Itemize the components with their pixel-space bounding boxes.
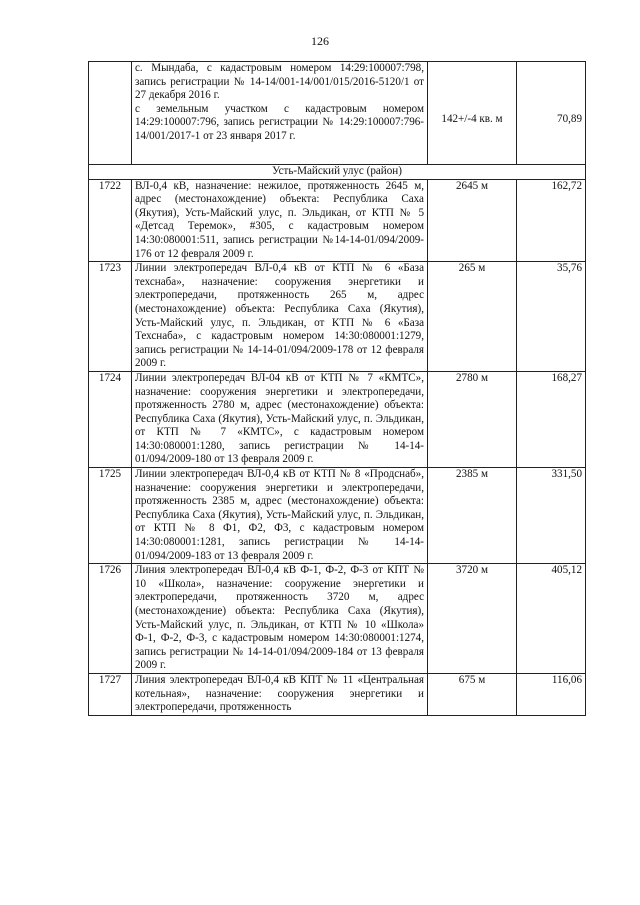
row-length-cell: 2385 м [428, 468, 517, 564]
row-value-cell: 35,76 [517, 262, 586, 372]
page-number: 126 [311, 34, 329, 48]
row-length-cell: 2645 м [428, 179, 517, 262]
row-value-cell: 162,72 [517, 179, 586, 262]
row-description-cell: Линии электропередач ВЛ-0,4 кВ от КТП № 6 «База техснаба», назначение: сооружения энергетики и электропередачи, протяженность 265 м, адрес (местонахождение) объекта: Республика Саха (Якутия), Усть-Майский улус, п. Эльдикан, от КТП № 6 «База Техснаба», с кадастровым номером 14:30:080001:1279, запись регистрации № 14-14-01/094/2009-178 от 12 февраля 2009 г. [132, 262, 428, 372]
row-number-cell: 1722 [89, 179, 132, 262]
row-value-cell: 331,50 [517, 468, 586, 564]
row-value-cell: 168,27 [517, 371, 586, 467]
row-value-cell: 116,06 [517, 673, 586, 715]
row-description-cell: Линии электропередач ВЛ-0,4 кВ от КТП № 8 «Продснаб», назначение: сооружения энергетики и электропередачи, протяженность 2385 м, адрес (местонахождение) объекта: Республика Саха (Якутия), Усть-Майский улус, п. Эльдикан, от КТП № 8 Ф1, Ф2, Ф3, с кадастровым номером 14:30:080001:1281, запись регистрации № 14-14-01/094/2009-183 от 13 февраля 2009 г. [132, 468, 428, 564]
row-number-cell: 1724 [89, 371, 132, 467]
table-row [89, 62, 586, 165]
table-row [89, 673, 586, 715]
row-length-cell: 2780 м [428, 371, 517, 467]
row-description-cell [132, 62, 428, 165]
property-registry-table [88, 61, 586, 716]
table-row [89, 468, 586, 564]
table-row [89, 371, 586, 467]
row-number-cell: 1726 [89, 564, 132, 674]
description-line: с земельным участком с кадастровым номером 14:29:100007:796, запись регистрации № 14:29:100007:796-14/001/2017-1 от 23 января 2017 г. [135, 102, 424, 142]
row-value-cell: 70,89 [517, 62, 586, 165]
description-line: с. Мындаба, с кадастровым номером 14:29:100007:798, запись регистрации № 14-14/001-14/001/015/2016-5120/1 от 27 декабря 2016 г. [135, 62, 424, 102]
row-number-cell: 1727 [89, 673, 132, 715]
row-description-cell: Линия электропередач ВЛ-0,4 кВ Ф-1, Ф-2, Ф-3 от КПТ № 10 «Школа», назначение: сооружение энергетики и электропередачи, протяженность 3720 м, адрес (местонахождение) объекта: Республика Саха (Якутия), Усть-Майский улус, п. Эльдикан, от КТП № 10 «Школа» Ф-1, Ф-2, Ф-3, с кадастровым номером 14:30:080001:1274, запись регистрации № 14-14-01/094/2009-184 от 13 февраля 2009 г. [132, 564, 428, 674]
row-length-cell: 3720 м [428, 564, 517, 674]
row-description-cell: ВЛ-0,4 кВ, назначение: нежилое, протяженность 2645 м, адрес (местонахождение) объекта: Республика Саха (Якутия), Усть-Майский улус, п. Эльдикан, от КТП № 5 «Детсад Теремок», #305, с кадастровым номером 14:30:080001:511, запись регистрации №14-14-01/094/2009-176 от 12 февраля 2009 г. [132, 179, 428, 262]
row-number-cell [89, 62, 132, 165]
table-row [89, 262, 586, 372]
region-header: Усть-Майский улус (район) [89, 165, 586, 180]
region-header-row [89, 165, 586, 180]
table-row [89, 564, 586, 674]
row-value-cell: 405,12 [517, 564, 586, 674]
row-length-cell: 265 м [428, 262, 517, 372]
table-row [89, 179, 586, 262]
row-description-cell: Линии электропередач ВЛ-04 кВ от КТП № 7 «КМТС», назначение: сооружения энергетики и электропередачи, протяженность 2780 м, адрес (местонахождение) объекта: Республика Саха (Якутия), Усть-Майский улус, п. Эльдикан, от КТП № 7 «КМТС», с кадастровым номером 14:30:080001:1280, запись регистрации № 14-14-01/094/2009-180 от 13 февраля 2009 г. [132, 371, 428, 467]
row-length-cell: 675 м [428, 673, 517, 715]
row-length-cell: 142+/-4 кв. м [428, 62, 517, 165]
row-description-cell: Линия электропередач ВЛ-0,4 кВ КПТ № 11 «Центральная котельная», назначение: сооружения энергетики и электропередачи, протяженность [132, 673, 428, 715]
row-number-cell: 1725 [89, 468, 132, 564]
row-number-cell: 1723 [89, 262, 132, 372]
